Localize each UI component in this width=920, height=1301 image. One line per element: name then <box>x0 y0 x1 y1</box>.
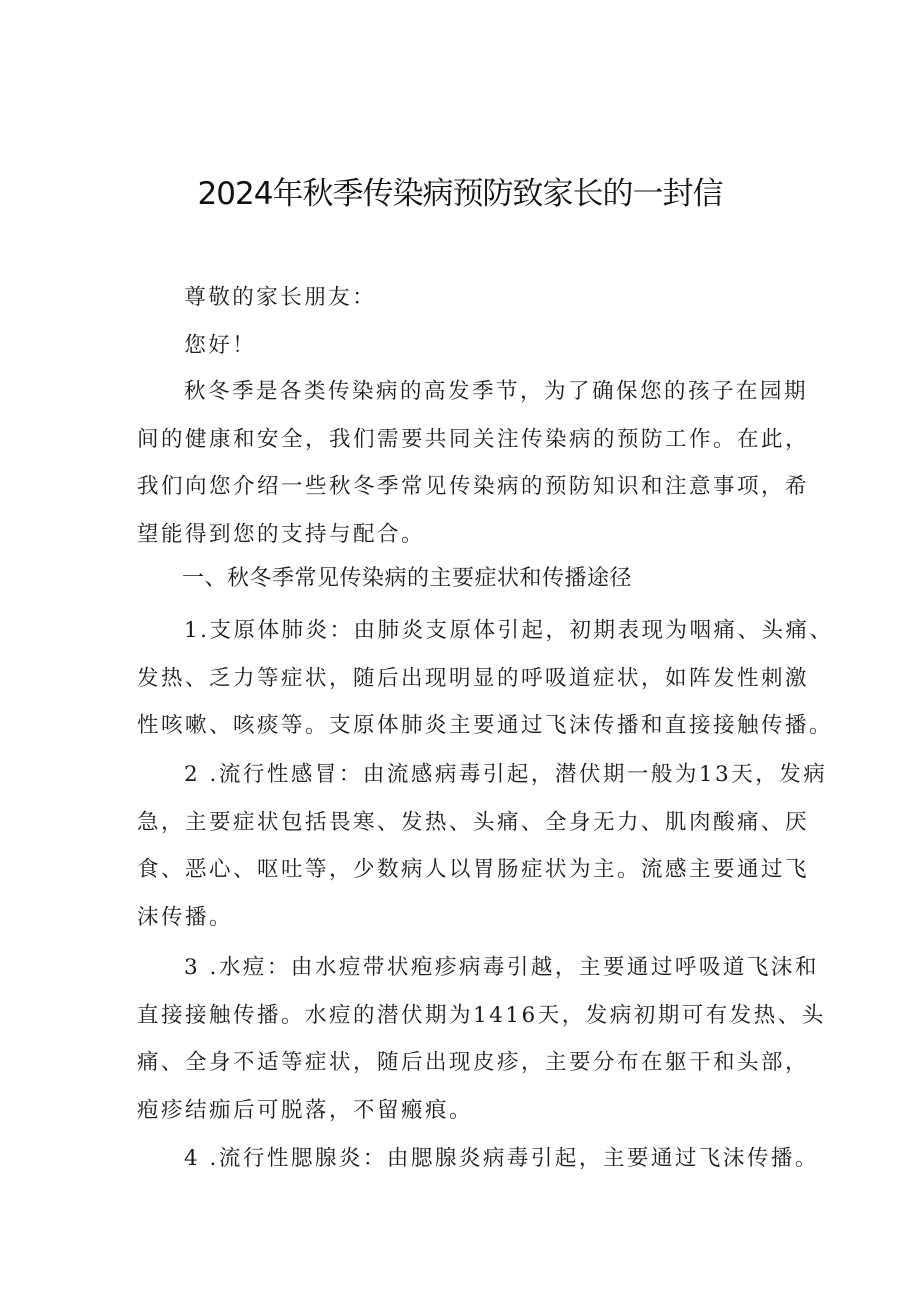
greeting-paragraph <box>137 274 797 322</box>
greeting-text: 尊敬的家长朋友： <box>184 285 377 310</box>
intro-line: 望能得到您的支持与配合。 <box>137 521 426 547</box>
item-line: 4 .流行性腮腺炎：由腮腺炎病毒引起，主要通过飞沫传播。 <box>184 1146 819 1171</box>
intro-paragraph <box>137 368 810 558</box>
hello-paragraph <box>137 322 797 370</box>
item-paragraph-3 <box>137 944 826 1134</box>
hello-text: 您好！ <box>184 333 257 358</box>
intro-line: 我们向您介绍一些秋冬季常见传染病的预防知识和注意事项，希 <box>137 474 810 499</box>
intro-line: 秋冬季是各类传染病的高发季节，为了确保您的孩子在园期 <box>184 379 809 404</box>
section-heading: 一、秋冬季常见传染病的主要症状和传播途径 <box>182 566 633 591</box>
item-line: 直接接触传播。水痘的潜伏期为1416天，发病初期可有发热、头 <box>137 1002 826 1028</box>
item-line: 痛、全身不适等症状，随后出现皮疹，主要分布在躯干和头部， <box>137 1050 810 1075</box>
item-line: 1.支原体肺炎：由肺炎支原体引起，初期表现为咽痛、头痛、 <box>184 618 834 643</box>
item-line: 性咳嗽、咳痰等。支原体肺炎主要通过飞沫传播和直接接触传播。 <box>137 713 834 738</box>
item-line: 食、恶心、呕吐等，少数病人以胃肠症状为主。流感主要通过飞 <box>137 857 810 882</box>
item-line: 疱疹结痂后可脱落，不留瘢痕。 <box>137 1097 474 1123</box>
item-paragraph-1 <box>137 607 834 750</box>
item-line: 沫传播。 <box>137 904 234 930</box>
item-line: 急，主要症状包括畏寒、发热、头痛、全身无力、肌肉酸痛、厌 <box>137 809 810 835</box>
item-paragraph-2 <box>137 751 828 941</box>
intro-line: 间的健康和安全，我们需要共同关注传染病的预防工作。在此， <box>137 426 810 452</box>
item-line: 发热、乏力等症状，随后出现明显的呼吸道症状，如阵发性刺激 <box>137 665 810 691</box>
item-line: 3 .水痘：由水痘带状疱疹病毒引越，主要通过呼吸道飞沫和 <box>184 955 819 980</box>
item-paragraph-4 <box>137 1135 819 1183</box>
document-title: 2024年秋季传染病预防致家长的一封信 <box>197 176 723 212</box>
item-line: 2 .流行性感冒：由流感病毒引起，潜伏期一般为13天，发病 <box>184 762 828 787</box>
